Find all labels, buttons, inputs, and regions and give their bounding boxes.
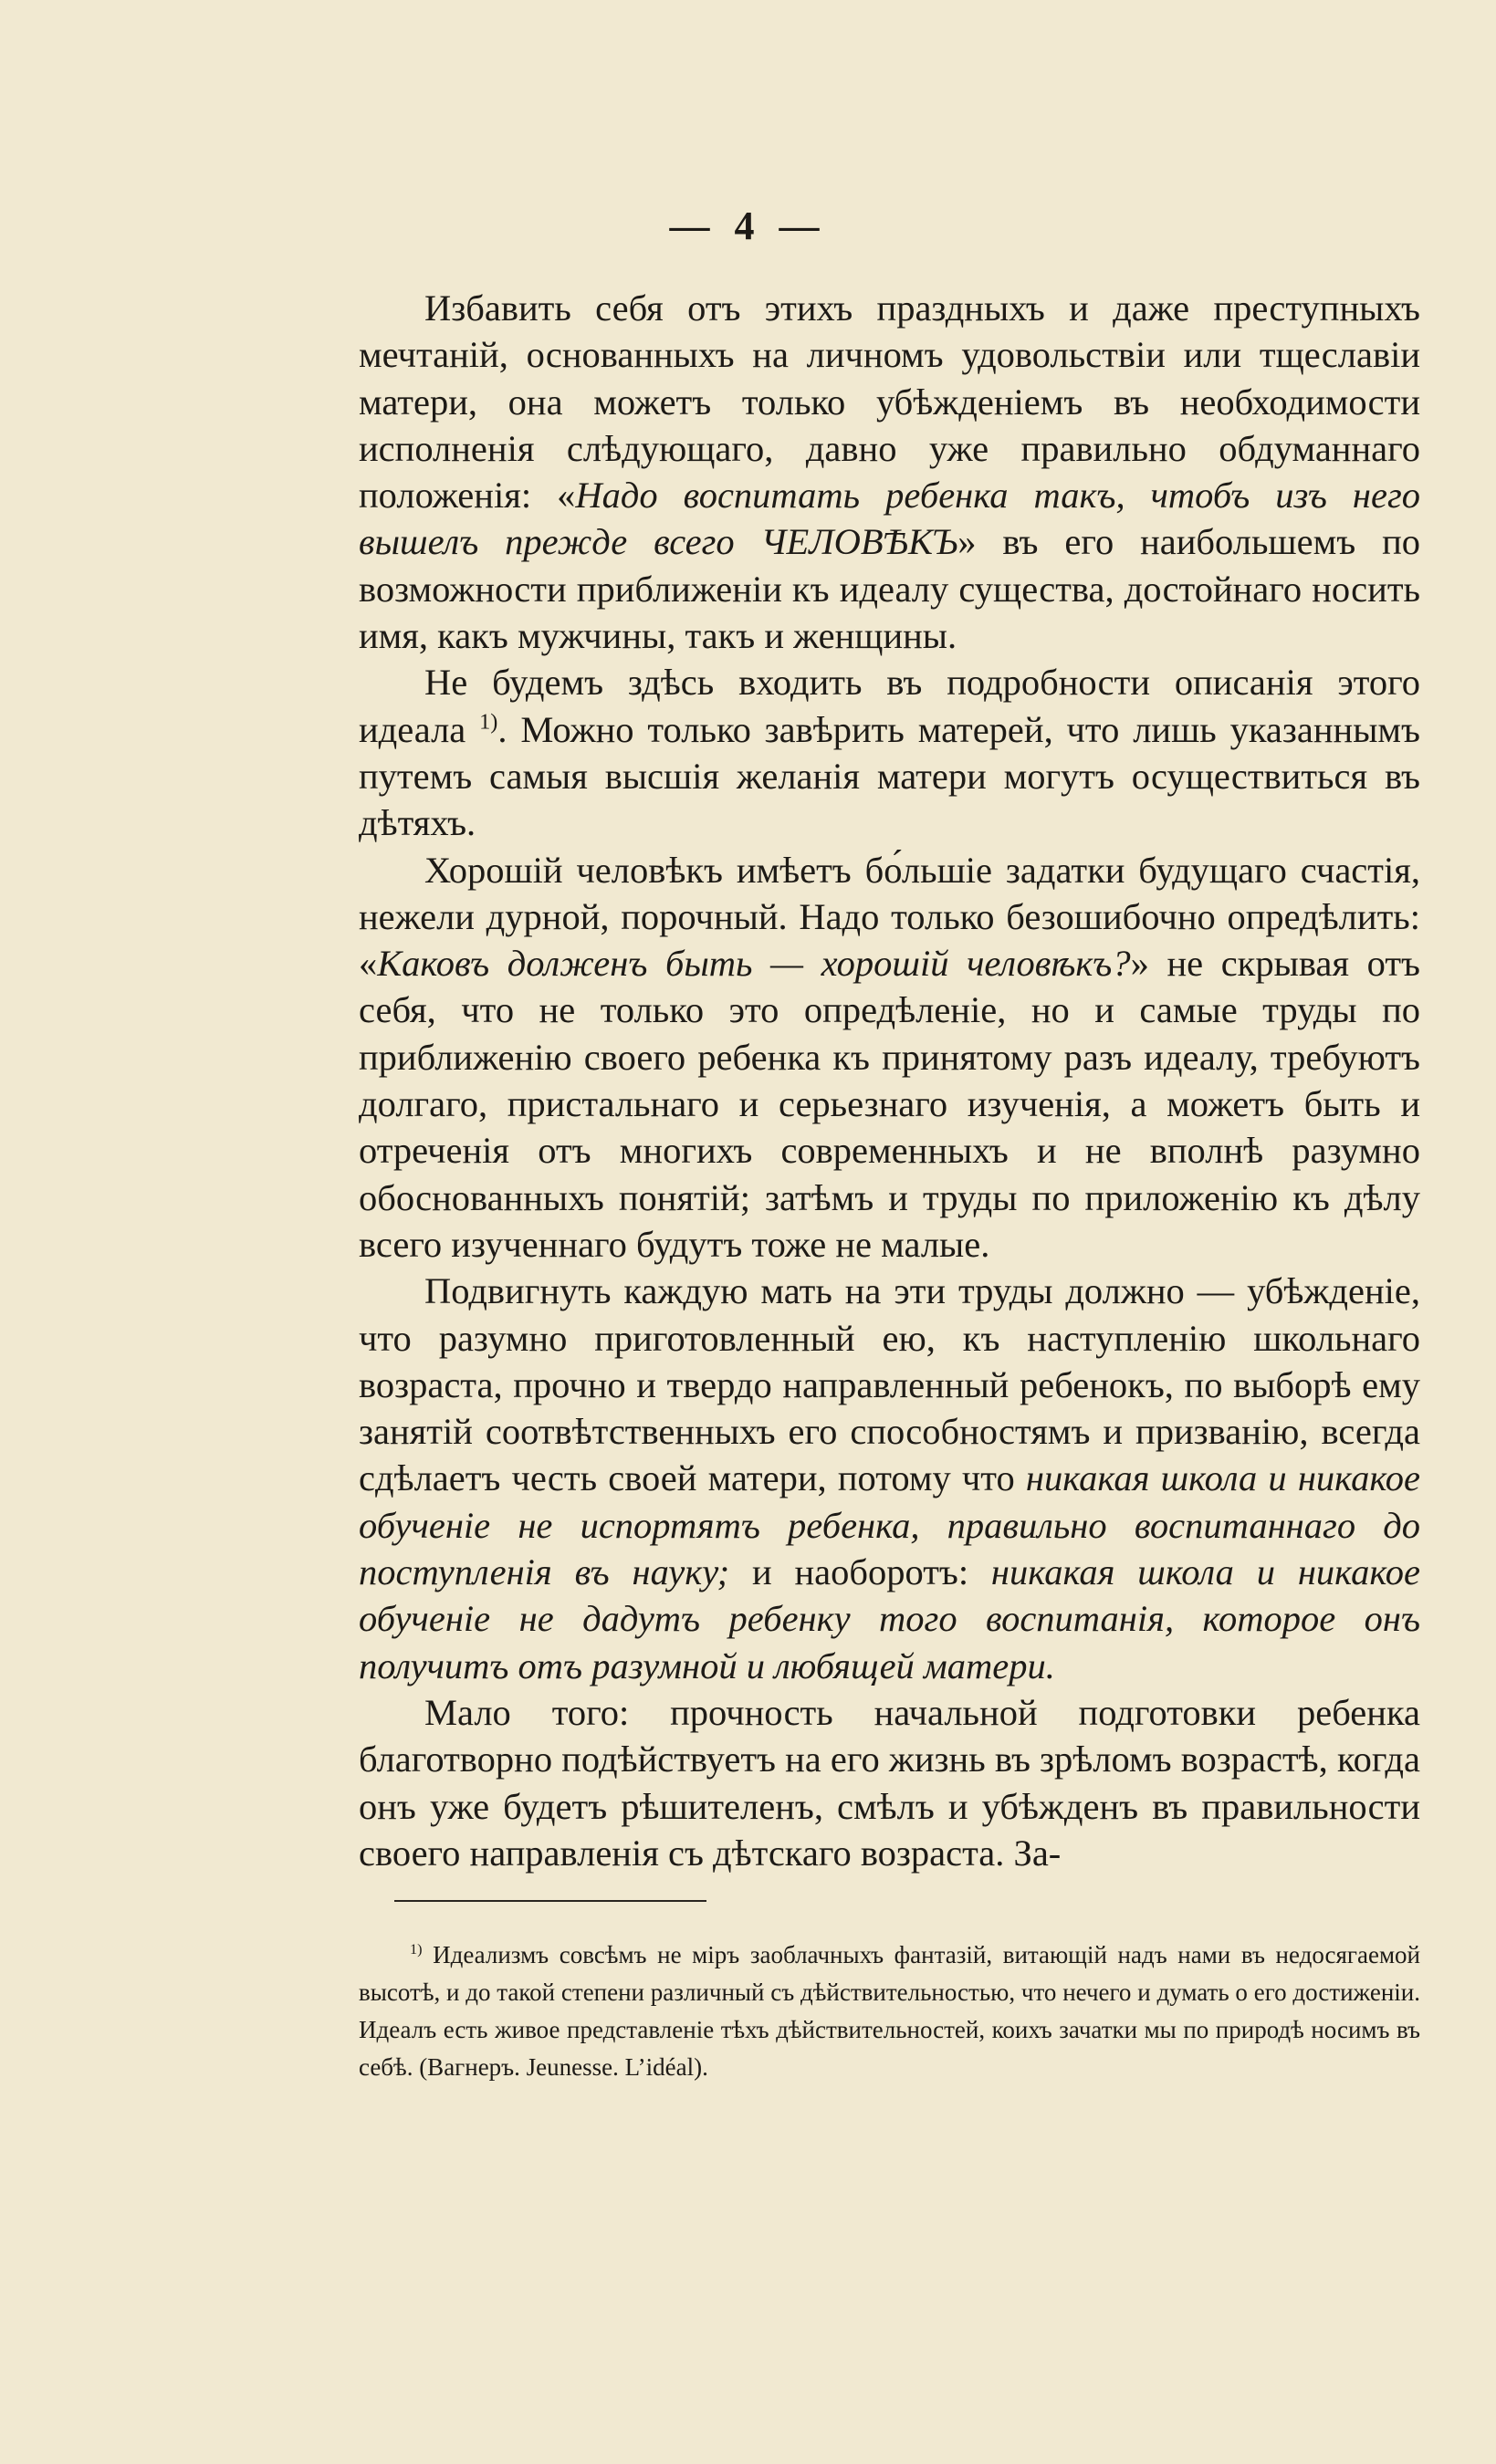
text-run: Мало того: прочность начальной подготовки ребенка благотворно подѣйствуетъ на его жизнь въ зрѣломъ возрастѣ, когда онъ уже будетъ рѣшителенъ, смѣлъ и убѣжденъ въ правильности своего направленія съ дѣтскаго возраста. За-: [359, 1691, 1420, 1874]
footnote-text: Идеализмъ совсѣмъ не міръ заоблачныхъ фантазій, витающій надъ нами въ недосягаемой высотѣ, и до такой степени различный съ дѣйствительностью, что нечего и думать о его достиженіи. Идеалъ есть живое представленіе тѣхъ дѣйствительностей, коихъ зачатки мы по природѣ носимъ въ себѣ. (Вагнеръ. Jeunesse. L’idéal).: [359, 1941, 1420, 2081]
italic-text: никакая школа и никакое обученіе не испортятъ ребенка, правильно воспитаннаго до поступленія въ науку;: [359, 1457, 1420, 1593]
footnote-paragraph: [359, 1937, 1420, 2086]
page-number: — 4 —: [669, 204, 827, 248]
text-run: Не будемъ здѣсь входить въ подробности описанія этого идеала: [359, 662, 1420, 750]
text-run: . Можно только завѣрить матерей, что лишь указаннымъ путемъ самыя высшія желанія матери могутъ осуществиться въ дѣтяхъ.: [359, 708, 1420, 844]
footnote-rule: [394, 1900, 706, 1902]
footnote: [359, 1937, 1420, 2086]
paragraph: [359, 1689, 1420, 1876]
body-text: [359, 285, 1420, 1876]
footnote-reference: 1): [479, 709, 498, 735]
text-run: и наоборотъ:: [729, 1551, 991, 1593]
text-run: Подвигнуть каждую мать на эти труды должно — убѣжденіе, что разумно приготовленный ею, къ наступленію школьнаго возраста, прочно и твердо направленный ребенокъ, по выборѣ ему занятій соотвѣтственныхъ его способностямъ и призванію, всегда сдѣлаетъ честь своей матери, потому что: [359, 1270, 1420, 1499]
paragraph: [359, 1268, 1420, 1689]
italic-text: никакая школа и никакое обученіе не дадутъ ребенку того воспитанія, которое онъ получитъ отъ разумной и любящей матери.: [359, 1551, 1420, 1686]
italic-text: Надо воспитать ребенка такъ, чтобъ изъ него вышелъ прежде всего ЧЕЛОВѢКЪ: [359, 475, 1421, 563]
paragraph: [359, 847, 1420, 1269]
text-run: » не скрывая отъ себя, что не только это опредѣленіе, но и самые труды по приближенію своего ребенка къ принятому разъ идеалу, требуютъ долгаго, пристальнаго и серьезнаго изученія, а можетъ быть и отреченія отъ многихъ современныхъ и не вполнѣ разумно обоснованныхъ понятій; затѣмъ и труды по приложенію къ дѣлу всего изученнаго будутъ тоже не малые.: [359, 943, 1420, 1265]
footnote-marker: 1): [410, 1941, 423, 1958]
paragraph: [359, 659, 1420, 846]
text-run: Избавить себя отъ этихъ праздныхъ и даже преступныхъ мечтаній, основанныхъ на личномъ удовольствіи или тщеславіи матери, она можетъ только убѣжденіемъ въ необходимости исполненія слѣдующаго, давно уже правильно обдуманнаго положенія: «: [359, 287, 1420, 517]
text-run: » въ его наибольшемъ по возможности приближеніи къ идеалу существа, достойнаго носить имя, какъ мужчины, такъ и женщины.: [359, 521, 1420, 657]
paragraph: [359, 285, 1420, 659]
text-run: Хорошій человѣкъ имѣетъ бо́льшіе задатки будущаго счастія, нежели дурной, порочный. Надо только безошибочно опредѣлить: «: [359, 849, 1420, 985]
italic-text: Каковъ долженъ быть — хорошій человѣкъ?: [377, 943, 1131, 985]
